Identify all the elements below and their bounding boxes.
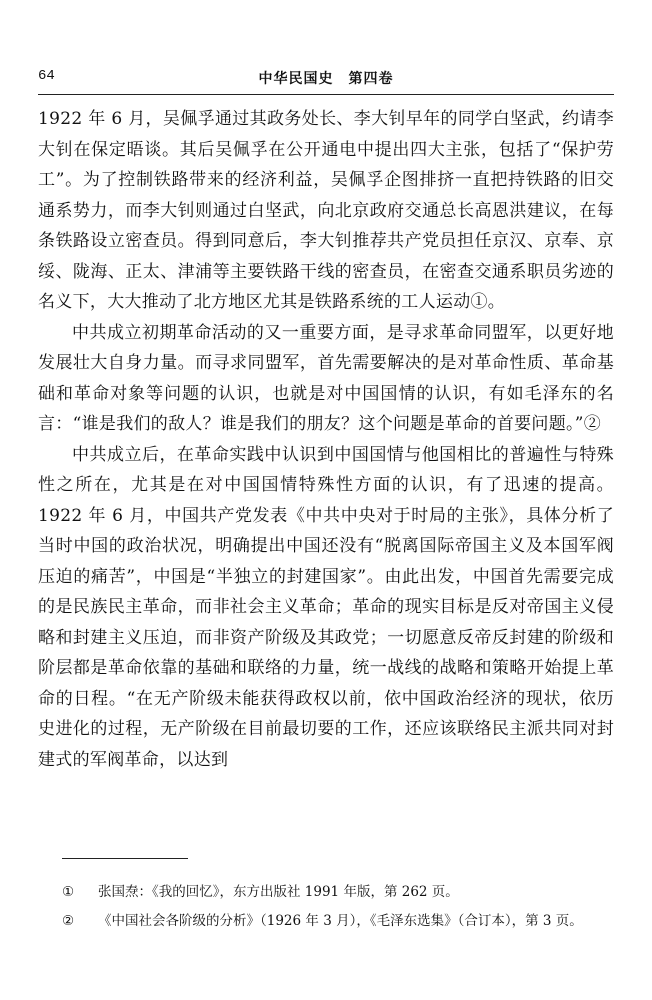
footnote-mark: ①: [62, 884, 75, 900]
header-rule: [38, 94, 614, 95]
paragraph-2: 中共成立初期革命活动的又一重要方面，是寻求革命同盟军，以更好地发展壮大自身力量。而寻求同盟军，首先需要解决的是对革命性质、革命基础和革命对象等问题的认识，也就是对中国国情的认识，有如毛泽东的名言：“谁是我们的敌人？谁是我们的朋友？这个问题是革命的首要问题。”②: [38, 322, 614, 434]
page-number: 64: [38, 68, 55, 84]
paragraph-1: 1922 年 6 月，吴佩孚通过其政务处长、李大钊早年的同学白坚武，约请李大钊在保定晤谈。其后吴佩孚在公开通电中提出四大主张，包括了“保护劳工”。为了控制铁路带来的经济利益，吴佩孚企图排挤一直把持铁路的旧交通系势力，而李大钊则通过白坚武，向北京政府交通总长高恩洪建议，在每条铁路设立密查员。得到同意后，李大钊推荐共产党员担任京汉、京奉、京绥、陇海、正太、津浦等主要铁路干线的密查员，在密查交通系职员劣迹的名义下，大大推动了北方地区尤其是铁路系统的工人运动①。: [38, 109, 614, 312]
footnote-mark: ②: [62, 913, 75, 929]
footnote-1: [62, 878, 622, 907]
footnote-2: [62, 907, 622, 936]
body-text: [38, 104, 614, 775]
footnote-rule: [62, 858, 188, 859]
paragraph-3: 中共成立后，在革命实践中认识到中国国情与他国相比的普遍性与特殊性之所在，尤其是在对中国国情特殊性方面的认识，有了迅速的提高。1922 年 6 月，中国共产党发表《中共中央对于时局的主张》，具体分析了当时中国的政治状况，明确提出中国还没有“脱离国际帝国主义及本国军阀压迫的痛苦”，中国是“半独立的封建国家”。由此出发，中国首先需要完成的是民族民主革命，而非社会主义革命；革命的现实目标是反对帝国主义侵略和封建主义压迫，而非资产阶级及其政党；一切愿意反帝反封建的阶级和阶层都是革命依靠的基础和联络的力量，统一战线的战略和策略开始提上革命的日程。“在无产阶级未能获得政权以前，依中国政治经济的现状，依历史进化的过程，无产阶级在目前最切要的工作，还应该联络民主派共同对封建式的军阀革命，以达到: [38, 444, 614, 770]
running-title: 中华民国史 第四卷: [258, 71, 394, 87]
footnote-text: 《中国社会各阶级的分析》（1926 年 3 月），《毛泽东选集》（合订本），第 3 页。: [98, 913, 583, 929]
footnotes: [62, 878, 622, 936]
page-header: [38, 68, 614, 90]
footnote-text: 张国焘：《我的回忆》，东方出版社 1991 年版，第 262 页。: [98, 884, 459, 900]
